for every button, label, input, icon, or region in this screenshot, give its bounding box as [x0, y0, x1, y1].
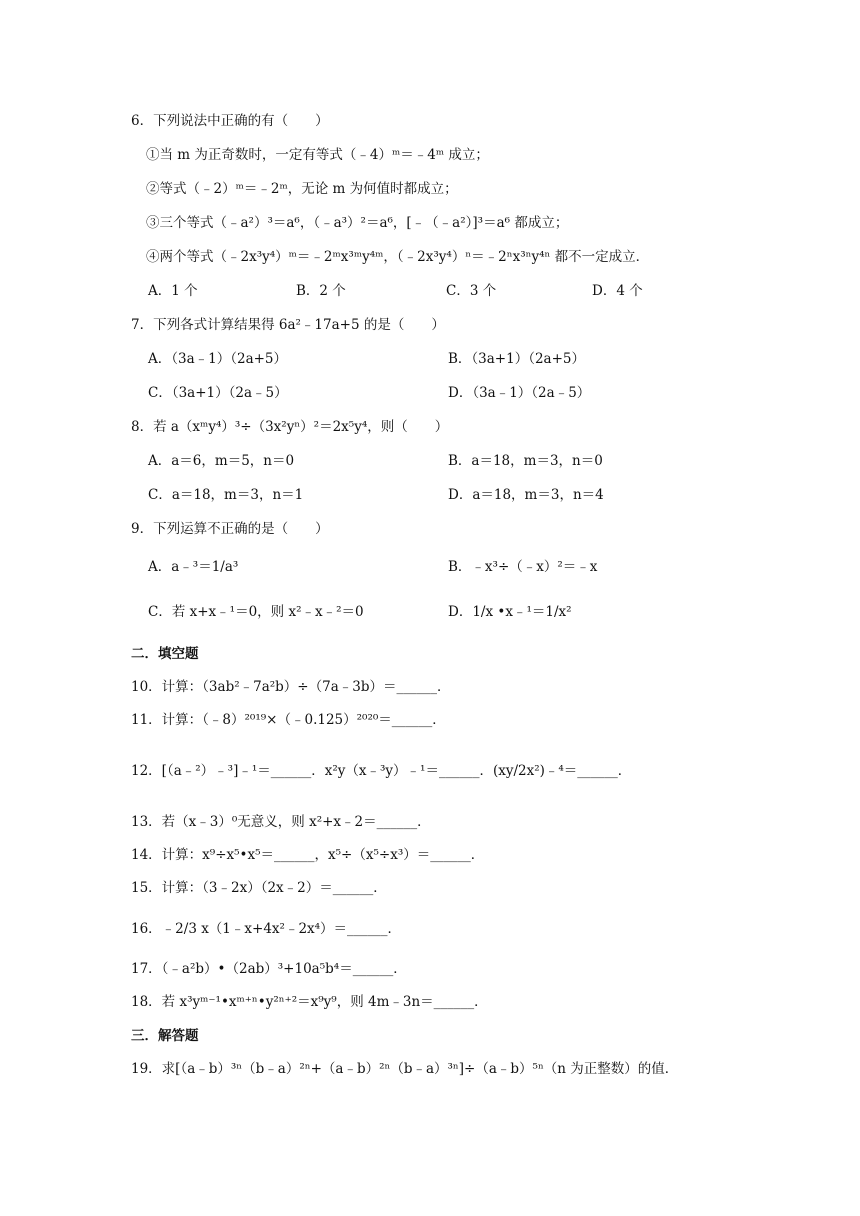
q6-statement-3: ③三个等式（﹣a²）³＝a⁶，（﹣a³）²＝a⁶，[﹣（﹣a²）]³＝a⁶ 都成立； [146, 215, 569, 231]
q8-stem: 8．若 a（xᵐy⁴）³÷（3x²yⁿ）²＝2x⁵y⁴，则（ ） [131, 419, 449, 435]
q9-stem: 9．下列运算不正确的是（ ） [131, 521, 329, 537]
q8-option-b[interactable]: B．a＝18，m＝3，n＝0 [448, 453, 603, 469]
q10: 10．计算：（3ab²﹣7a²b）÷（7a﹣3b）＝______． [131, 679, 451, 695]
section-heading-answer: 三．解答题 [131, 1028, 199, 1044]
q8-option-a[interactable]: A．a＝6，m＝5，n＝0 [148, 453, 295, 469]
q9-option-c[interactable]: C．若 x+x﹣¹＝0，则 x²﹣x﹣²＝0 [148, 604, 364, 620]
q6-option-a[interactable]: A．1 个 [148, 283, 198, 299]
q6-stem: 6．下列说法中正确的有（ ） [131, 113, 329, 129]
q6-option-b[interactable]: B．2 个 [296, 283, 346, 299]
q9-option-b[interactable]: B．﹣x³÷（﹣x）²＝﹣x [448, 559, 598, 575]
q13: 13．若（x﹣3）⁰无意义，则 x²+x﹣2＝______． [131, 814, 431, 830]
q12: 12．[（a﹣²）﹣³]﹣¹＝______．x²y（x﹣³y）﹣¹＝______．(xy/2x²)﹣⁴＝______． [131, 763, 632, 779]
q16: 16．﹣2/3 x（1﹣x+4x²﹣2x⁴）＝______． [131, 921, 402, 937]
q18: 18．若 x³yᵐ⁻¹•xᵐ⁺ⁿ•y²ⁿ⁺²＝x⁹y⁹，则 4m﹣3n＝______． [131, 994, 488, 1010]
q11: 11．计算：（﹣8）²⁰¹⁹×（﹣0.125）²⁰²⁰＝______． [131, 712, 446, 728]
q6-option-c[interactable]: C．3 个 [446, 283, 497, 299]
q6-statement-1: ①当 m 为正奇数时，一定有等式（﹣4）ᵐ＝﹣4ᵐ 成立； [146, 147, 489, 163]
q7-option-d[interactable]: D．（3a﹣1）（2a﹣5） [448, 385, 591, 401]
q6-statement-2: ②等式（﹣2）ᵐ＝﹣2ᵐ，无论 m 为何值时都成立； [146, 181, 458, 197]
q14: 14．计算：x⁹÷x⁵•x⁵＝______，x⁵÷（x⁵÷x³）＝______． [131, 847, 485, 863]
section-heading-fill: 二．填空题 [131, 646, 199, 662]
q6-option-d[interactable]: D．4 个 [592, 283, 643, 299]
q7-stem: 7．下列各式计算结果得 6a²﹣17a+5 的是（ ） [131, 317, 445, 333]
q9-option-d[interactable]: D．1/x •x﹣¹＝1/x² [448, 604, 572, 620]
q8-option-d[interactable]: D．a＝18，m＝3，n＝4 [448, 487, 604, 503]
q9-option-a[interactable]: A．a﹣³＝1/a³ [148, 559, 239, 575]
q15: 15．计算：（3﹣2x）（2x﹣2）＝______． [131, 880, 387, 896]
q17: 17．（﹣a²b）•（2ab）³+10a⁵b⁴＝______． [131, 961, 407, 977]
q19: 19．求[（a﹣b）³ⁿ（b﹣a）²ⁿ+（a﹣b）²ⁿ（b﹣a）³ⁿ]÷（a﹣b）⁵ⁿ（n 为正整数）的值． [131, 1061, 679, 1077]
q6-statement-4: ④两个等式（﹣2x³y⁴）ᵐ＝﹣2ᵐx³ᵐy⁴ᵐ，（﹣2x³y⁴）ⁿ＝﹣2ⁿx³ⁿy⁴ⁿ 都不一定成立． [146, 249, 650, 265]
q7-option-b[interactable]: B．（3a+1）（2a+5） [448, 351, 585, 367]
q8-option-c[interactable]: C．a＝18，m＝3，n＝1 [148, 487, 304, 503]
q7-option-a[interactable]: A．（3a﹣1）（2a+5） [148, 351, 288, 367]
q7-option-c[interactable]: C．（3a+1）（2a﹣5） [148, 385, 288, 401]
